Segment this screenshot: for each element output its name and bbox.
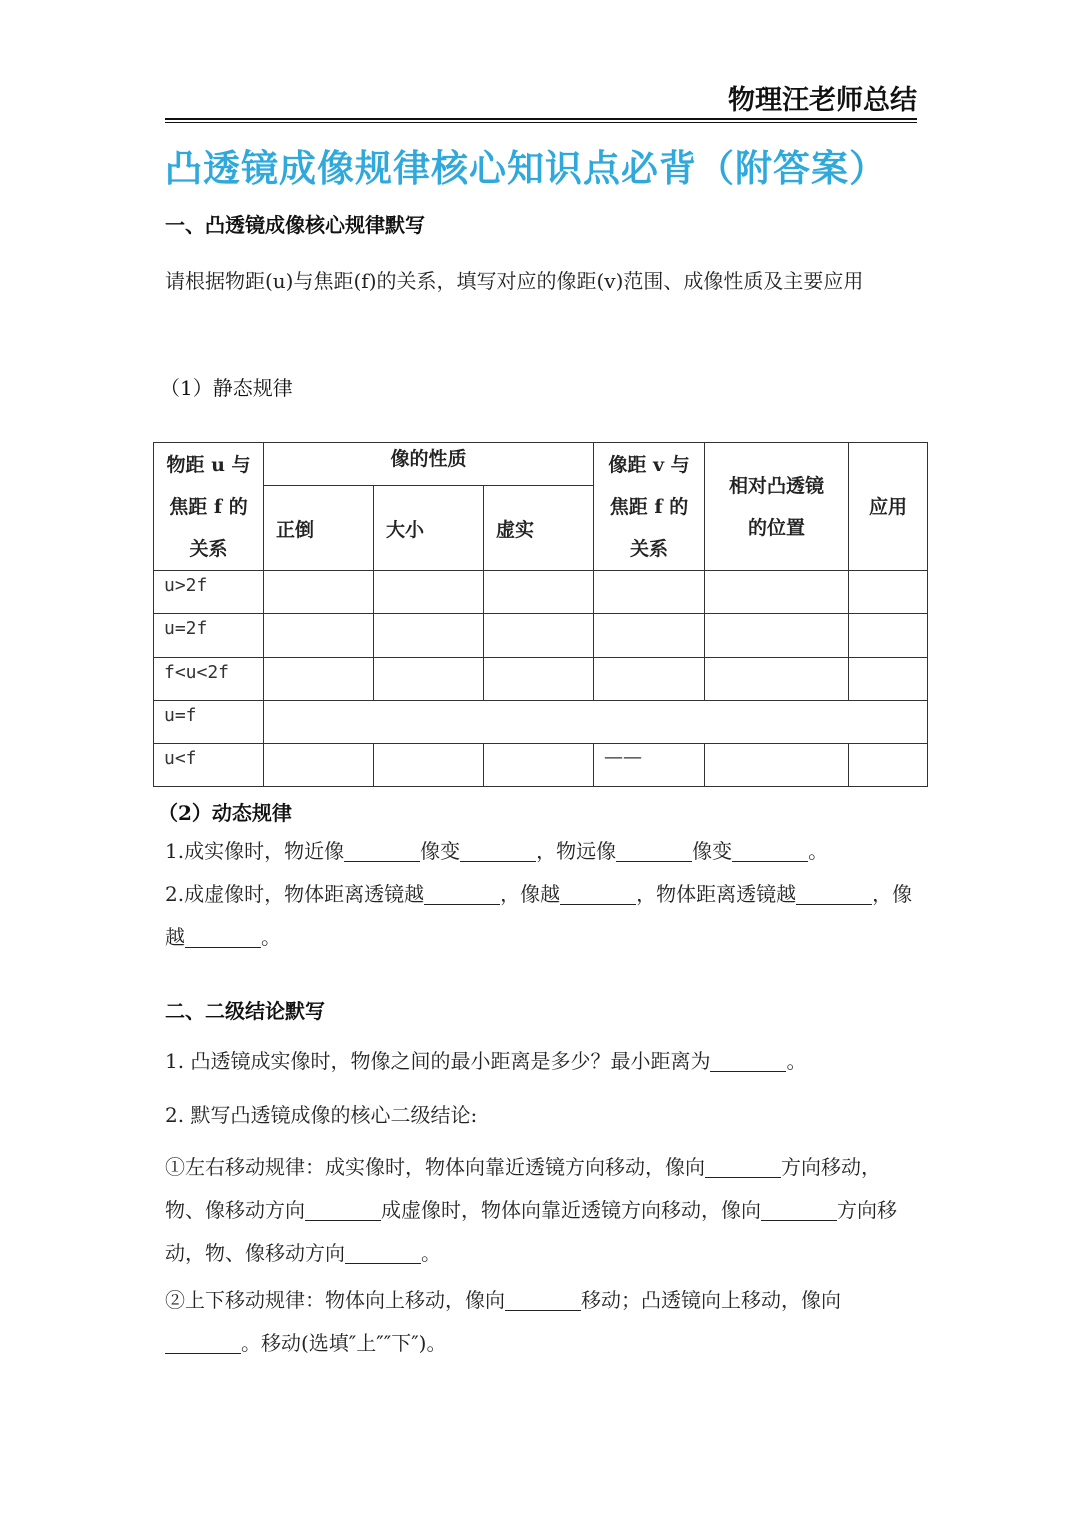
answer-cell[interactable] xyxy=(594,657,705,700)
answer-cell[interactable] xyxy=(705,571,849,614)
th-relation: 物距 u 与焦距 f 的关系 xyxy=(154,443,264,571)
fill-blank[interactable] xyxy=(710,1047,786,1072)
fill-blank[interactable] xyxy=(732,837,808,862)
section2-heading: 二、二级结论默写 xyxy=(165,999,325,1023)
answer-cell[interactable] xyxy=(705,614,849,657)
fill-blank[interactable] xyxy=(705,1153,781,1178)
section1-instruction: 请根据物距(u)与焦距(f)的关系，填写对应的像距(v)范围、成像性质及主要应用 xyxy=(165,269,864,293)
answer-cell[interactable] xyxy=(374,614,484,657)
table-row xyxy=(154,614,928,657)
answer-cell[interactable] xyxy=(849,614,928,657)
static-heading: （1）静态规律 xyxy=(160,376,293,400)
fill-blank[interactable] xyxy=(796,880,872,905)
header-rule-thick xyxy=(165,118,917,120)
fill-blank[interactable] xyxy=(345,1239,421,1264)
row-condition: u=f xyxy=(154,700,264,743)
answer-cell[interactable] xyxy=(264,743,374,786)
fill-blank[interactable] xyxy=(505,1286,581,1311)
dynamic-line-2: 2.成虚像时，物体距离透镜越 ，像越 ，物体距离透镜越 ，像越 。 xyxy=(165,882,913,949)
section1-heading: 一、凸透镜成像核心规律默写 xyxy=(165,213,425,237)
answer-cell[interactable] xyxy=(705,657,849,700)
answer-cell[interactable] xyxy=(374,571,484,614)
header-brand: 物理汪老师总结 xyxy=(728,85,917,116)
answer-cell[interactable] xyxy=(484,614,594,657)
fill-blank[interactable] xyxy=(185,923,261,948)
table-row xyxy=(154,700,928,743)
th-position: 相对凸透镜的位置 xyxy=(705,443,849,571)
row-condition: u>2f xyxy=(154,571,264,614)
table-row xyxy=(154,657,928,700)
answer-cell[interactable] xyxy=(484,743,594,786)
answer-cell[interactable] xyxy=(484,657,594,700)
answer-cell[interactable] xyxy=(264,657,374,700)
answer-cell-merged[interactable] xyxy=(264,700,928,743)
answer-cell[interactable] xyxy=(374,743,484,786)
answer-cell[interactable] xyxy=(374,657,484,700)
dynamic-heading: （2）动态规律 xyxy=(158,801,292,825)
question-1: 1. 凸透镜成实像时，物像之间的最小距离是多少？最小距离为 。 xyxy=(165,1049,807,1073)
th-size: 大小 xyxy=(374,486,484,571)
rules-table xyxy=(153,442,928,787)
dynamic-line-1: 1.成实像时，物近像 像变 ，物远像 像变 。 xyxy=(165,839,829,863)
answer-cell[interactable] xyxy=(849,743,928,786)
th-image-distance: 像距 v 与焦距 f 的关系 xyxy=(594,443,705,571)
fill-blank[interactable] xyxy=(305,1196,381,1221)
answer-cell[interactable] xyxy=(705,743,849,786)
fill-blank[interactable] xyxy=(761,1196,837,1221)
fill-blank[interactable] xyxy=(460,837,536,862)
rule-left-right: ①左右移动规律：成实像时，物体向靠近透镜方向移动，像向 方向移动，物、像移动方向 成虚像时，物体向靠近透镜方向移动，像向 方向移动，物、像移动方向 。 xyxy=(165,1155,897,1265)
fill-blank[interactable] xyxy=(344,837,420,862)
th-application: 应用 xyxy=(849,443,928,571)
answer-cell[interactable] xyxy=(849,657,928,700)
fill-blank[interactable] xyxy=(424,880,500,905)
table-row xyxy=(154,571,928,614)
answer-cell[interactable] xyxy=(849,571,928,614)
fill-blank[interactable] xyxy=(616,837,692,862)
row-condition: u=2f xyxy=(154,614,264,657)
th-upright: 正倒 xyxy=(264,486,374,571)
table-row xyxy=(154,743,928,786)
fill-blank[interactable] xyxy=(165,1329,241,1354)
th-image-properties: 像的性质 xyxy=(264,443,594,486)
header-rule-thin xyxy=(165,122,917,123)
dash-cell: —— xyxy=(594,743,705,786)
fill-blank[interactable] xyxy=(560,880,636,905)
answer-cell[interactable] xyxy=(594,614,705,657)
answer-cell[interactable] xyxy=(264,614,374,657)
answer-cell[interactable] xyxy=(594,571,705,614)
row-condition: u<f xyxy=(154,743,264,786)
answer-cell[interactable] xyxy=(264,571,374,614)
row-condition: f<u<2f xyxy=(154,657,264,700)
answer-cell[interactable] xyxy=(484,571,594,614)
th-real-virtual: 虚实 xyxy=(484,486,594,571)
question-2: 2. 默写凸透镜成像的核心二级结论: xyxy=(165,1103,478,1127)
rule-up-down: ②上下移动规律：物体向上移动，像向 移动；凸透镜向上移动，像向。移动(选填″上″″下″)。 xyxy=(165,1288,841,1355)
page-title: 凸透镜成像规律核心知识点必背（附答案） xyxy=(165,147,887,190)
